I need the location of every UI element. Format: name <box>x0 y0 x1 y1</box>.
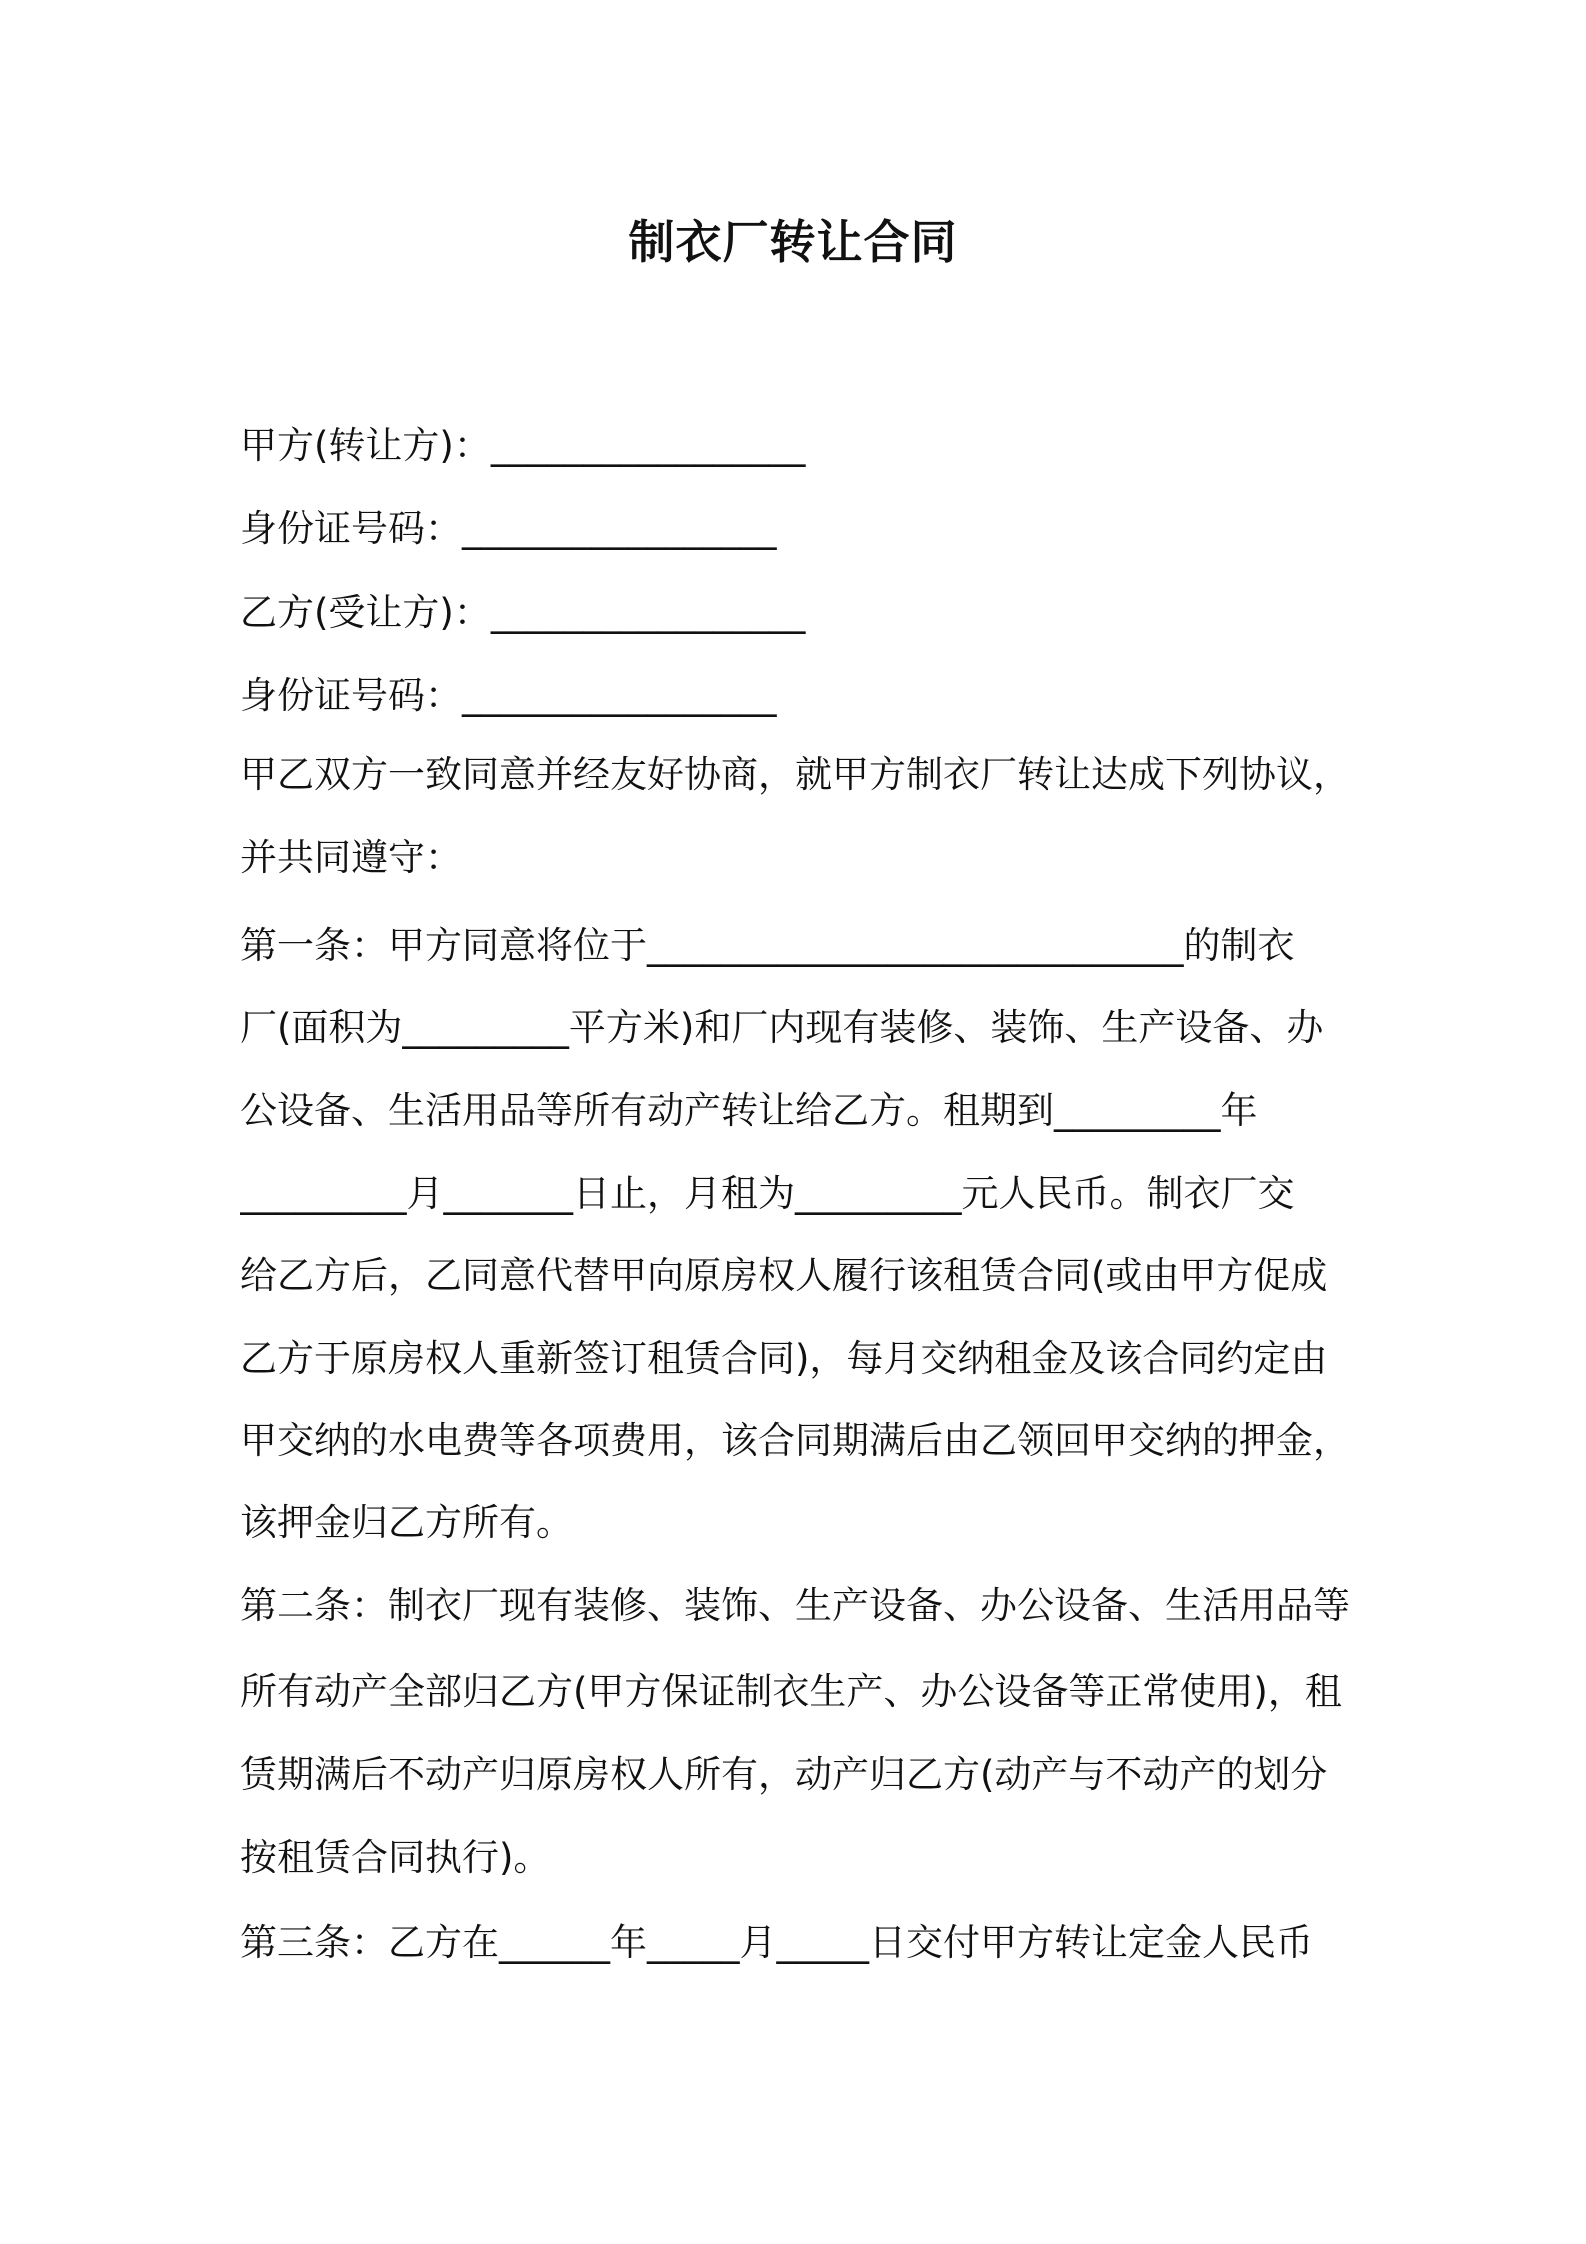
party-b-id-line: 身份证号码：_________________ <box>240 674 777 717</box>
article-1-line-8: 该押金归乙方所有。 <box>240 1501 573 1544</box>
article-2-line-3: 赁期满后不动产归原房权人所有，动产归乙方(动产与不动产的划分 <box>240 1753 1328 1796</box>
article-1-line-2: 厂(面积为_________平方米)和厂内现有装修、装饰、生产设备、办 <box>240 1006 1324 1049</box>
party-a-line: 甲方(转让方)：_________________ <box>240 424 806 467</box>
preamble-line-2: 并共同遵守： <box>240 836 462 879</box>
article-2-line-4: 按租赁合同执行)。 <box>240 1836 551 1879</box>
article-3-line-1: 第三条：乙方在______年_____月_____日交付甲方转让定金人民币 <box>240 1921 1313 1964</box>
preamble-line-1: 甲乙双方一致同意并经友好协商，就甲方制衣厂转让达成下列协议， <box>240 753 1350 796</box>
article-1-line-7: 甲交纳的水电费等各项费用，该合同期满后由乙领回甲交纳的押金， <box>240 1419 1350 1462</box>
article-1-line-4: _________月_______日止，月租为_________元人民币。制衣厂交 <box>240 1172 1295 1215</box>
party-a-id-line: 身份证号码：_________________ <box>240 507 777 550</box>
article-2-line-1: 第二条：制衣厂现有装修、装饰、生产设备、办公设备、生活用品等 <box>240 1584 1350 1627</box>
party-b-line: 乙方(受让方)：_________________ <box>240 591 806 634</box>
article-1-line-3: 公设备、生活用品等所有动产转让给乙方。租期到_________年 <box>240 1089 1258 1132</box>
article-2-line-2: 所有动产全部归乙方(甲方保证制衣生产、办公设备等正常使用)，租 <box>240 1670 1342 1713</box>
article-1-line-1: 第一条：甲方同意将位于_____________________________的制衣 <box>240 924 1295 967</box>
article-1-line-5: 给乙方后，乙同意代替甲向原房权人履行该租赁合同(或由甲方促成 <box>240 1254 1328 1297</box>
document-title: 制衣厂转让合同 <box>628 215 958 269</box>
article-1-line-6: 乙方于原房权人重新签订租赁合同)，每月交纳租金及该合同约定由 <box>240 1337 1328 1380</box>
